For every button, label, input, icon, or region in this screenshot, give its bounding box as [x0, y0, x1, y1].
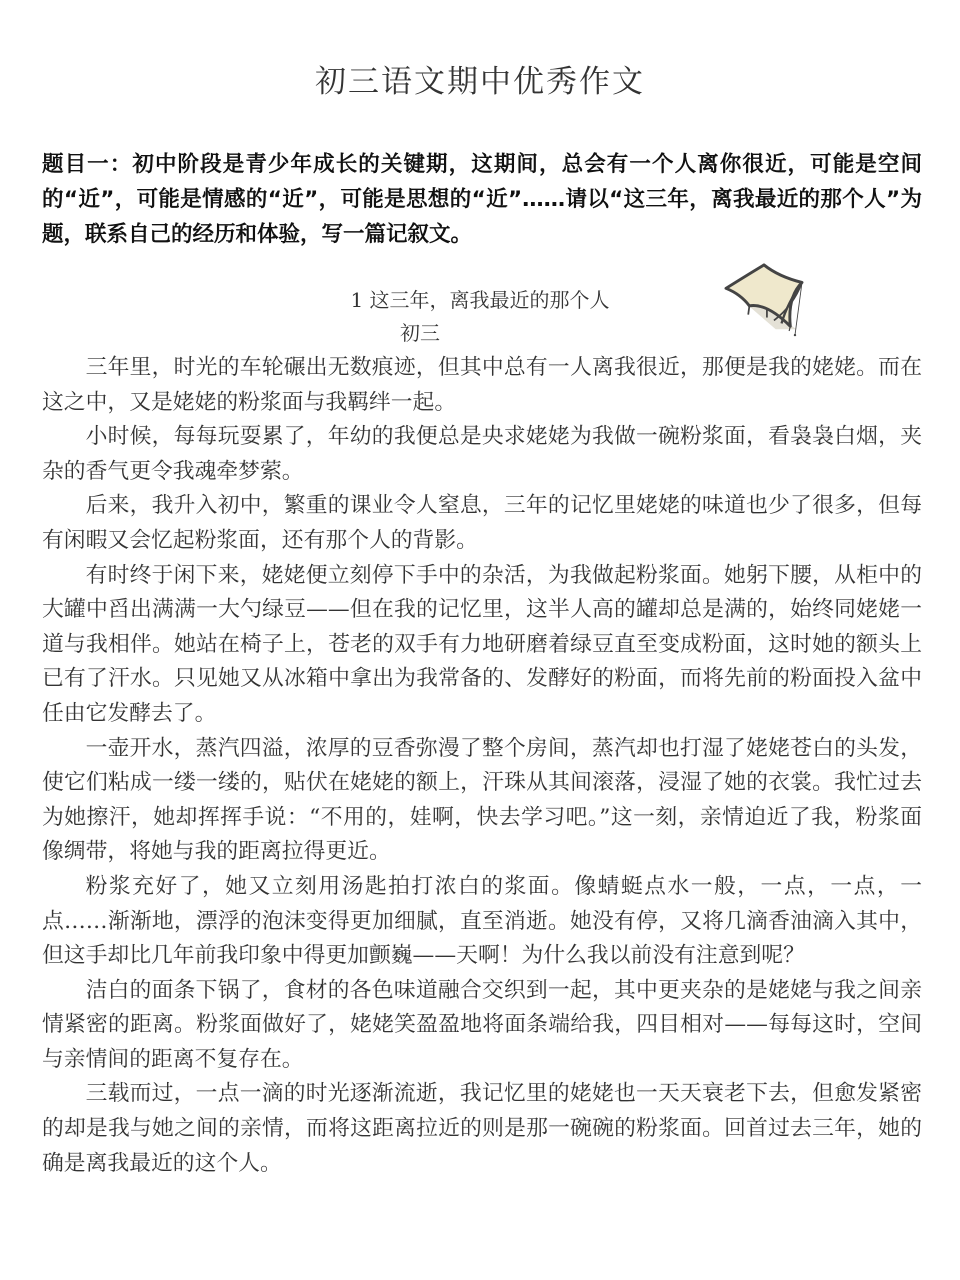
paragraph: 三载而过，一点一滴的时光逐渐流逝，我记忆里的姥姥也一天天衰老下去，但愈发紧密的却是我与她之间的亲情，而将这距离拉近的则是那一碗碗的粉浆面。回首过去三年，她的确是离我最近的这个人。 — [42, 1081, 922, 1176]
essay-body — [42, 351, 922, 1181]
document-title: 初三语文期中优秀作文 — [315, 64, 645, 100]
essay-prompt: 题目一：初中阶段是青少年成长的关键期，这期间，总会有一个人离你很近，可能是空间的“近”，可能是情感的“近”，可能是思想的“近”……请以“这三年，离我最近的那个人”为题，联系自己的经历和体验，写一篇记叙文。 — [42, 152, 922, 247]
paragraph: 粉浆充好了，她又立刻用汤匙拍打浓白的浆面。像蜻蜓点水一般，一点，一点，一点……渐渐地，漂浮的泡沫变得更加细腻，直至消逝。她没有停，又将几滴香油滴入其中，但这手却比几年前我印象中得更加颤巍——天啊！为什么我以前没有注意到呢？ — [42, 873, 922, 969]
paragraph: 一壶开水，蒸汽四溢，浓厚的豆香弥漫了整个房间，蒸汽却也打湿了姥姥苍白的头发，使它们粘成一缕一缕的，贴伏在姥姥的额上，汗珠从其间滚落，浸湿了她的衣裳。我忙过去为她擦汗，她却挥挥手说：“不用的，娃啊，快去学习吧。”这一刻，亲情迫近了我，粉浆面像绸带，将她与我的距离拉得更近。 — [42, 735, 922, 865]
tent-sticker-icon — [720, 262, 808, 338]
paragraph: 洁白的面条下锅了，食材的各色味道融合交织到一起，其中更夹杂的是姥姥与我之间亲情紧密的距离。粉浆面做好了，姥姥笑盈盈地将面条端给我，四目相对——每每这时，空间与亲情间的距离不复存在。 — [42, 977, 922, 1072]
essay-author: 初三 — [400, 321, 440, 345]
paragraph: 后来，我升入初中，繁重的课业令人窒息，三年的记忆里姥姥的味道也少了很多，但每有闲暇又会忆起粉浆面，还有那个人的背影。 — [42, 493, 922, 553]
essay-title: 1 这三年，离我最近的那个人 — [350, 288, 610, 312]
paragraph: 小时候，每每玩耍累了，年幼的我便总是央求姥姥为我做一碗粉浆面，看袅袅白烟，夹杂的香气更令我魂牵梦萦。 — [42, 424, 922, 484]
paragraph: 有时终于闲下来，姥姥便立刻停下手中的杂活，为我做起粉浆面。她躬下腰，从柜中的大罐中舀出满满一大勺绿豆——但在我的记忆里，这半人高的罐却总是满的，始终同姥姥一道与我相伴。她站在椅子上，苍老的双手有力地研磨着绿豆直至变成粉面，这时她的额头上已有了汗水。只见她又从冰箱中拿出为我常备的、发酵好的粉面，而将先前的粉面投入盆中任由它发酵去了。 — [42, 562, 922, 726]
paragraph: 三年里，时光的车轮碾出无数痕迹，但其中总有一人离我很近，那便是我的姥姥。而在这之中，又是姥姥的粉浆面与我羁绊一起。 — [42, 355, 922, 415]
